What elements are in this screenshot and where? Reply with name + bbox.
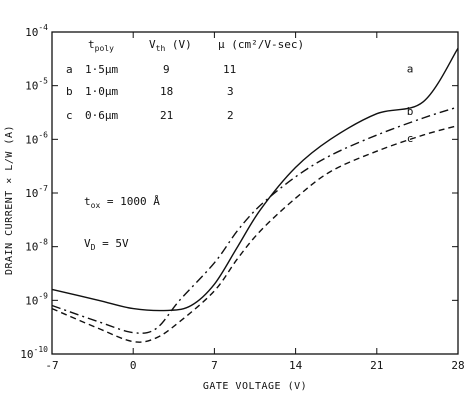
series-label-a: a <box>406 62 414 76</box>
table-row-a-tpoly: 1·5μm <box>85 63 119 76</box>
table-row-b-vth: 18 <box>160 85 174 98</box>
annotation-vd: $V_D = 5V$ <box>84 237 129 252</box>
y-axis-label: DRAIN CURRENT × L/W (A) <box>4 125 15 275</box>
table-row-c-mu: 2 <box>227 109 234 122</box>
y-tick-label: $10^{-5}$ <box>25 76 48 93</box>
table-row-a-key: a <box>66 63 73 76</box>
x-tick-label: 7 <box>211 359 218 372</box>
x-axis-label: GATE VOLTAGE (V) <box>202 381 308 392</box>
series-label-c: c <box>406 132 414 146</box>
y-tick-label: $10^{-4}$ <box>25 23 48 39</box>
table-row-a-mu: 11 <box>223 63 237 76</box>
y-tick-label: $10^{-8}$ <box>25 237 48 254</box>
table-header-mu: μ (cm²/V-sec) <box>218 38 305 51</box>
x-tick-label: 28 <box>451 359 465 372</box>
annotation-tox: $t_{ox} = 1000$ Å <box>84 195 160 210</box>
table-row-b-tpoly: 1·0μm <box>85 85 119 98</box>
x-tick-label: -7 <box>45 359 59 372</box>
table-header-tpoly: $t_{poly}$ <box>88 38 114 53</box>
plot-frame <box>52 32 458 354</box>
series-line-c <box>52 126 458 343</box>
y-tick-label: $10^{-6}$ <box>25 130 48 147</box>
series-line-b <box>52 107 458 333</box>
table-header-vth: $V_{th}$ (V) <box>149 38 192 53</box>
table-row-c-key: c <box>66 109 73 122</box>
table-row-a-vth: 9 <box>163 63 170 76</box>
y-tick-label: $10^{-7}$ <box>25 184 48 200</box>
x-tick-label: 21 <box>370 359 384 372</box>
legend-table <box>66 38 304 122</box>
series-label-b: b <box>406 105 414 119</box>
table-row-b-mu: 3 <box>227 85 234 98</box>
y-tick-label: $10^{-10}$ <box>20 345 48 361</box>
x-tick-label: 0 <box>129 359 137 372</box>
table-row-b-key: b <box>66 85 73 98</box>
x-tick-label: 14 <box>288 359 303 372</box>
table-row-c-tpoly: 0·6μm <box>85 109 119 122</box>
table-row-c-vth: 21 <box>160 109 174 122</box>
y-tick-label: $10^{-9}$ <box>25 291 48 308</box>
